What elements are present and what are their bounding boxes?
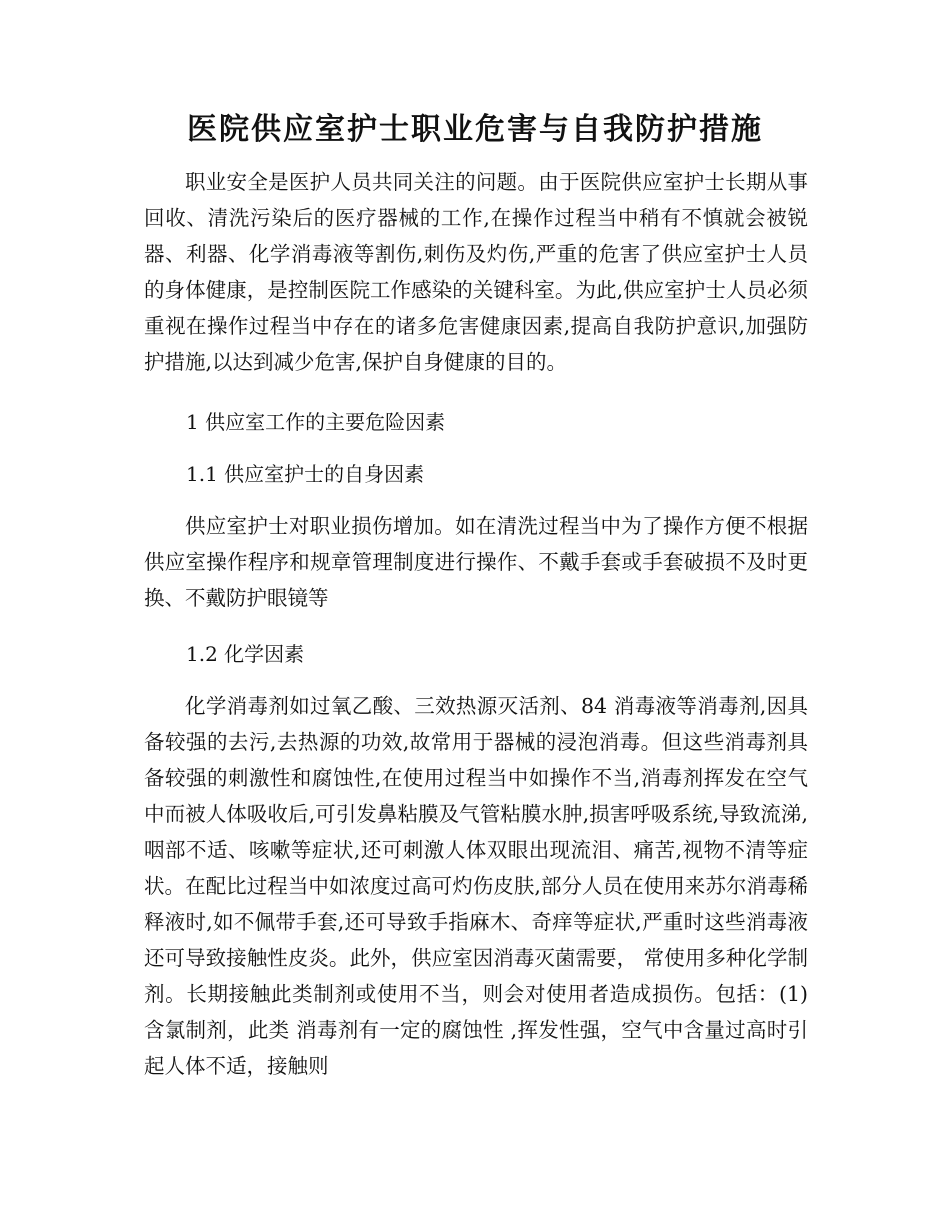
section-heading-1-1: 1.1 供应室护士的自身因素 xyxy=(186,462,425,486)
section-heading-1-2: 1.2 化学因素 xyxy=(186,642,305,666)
section-paragraph-1-2: 化学消毒剂如过氧乙酸、三效热源灭活剂、84 消毒液等消毒剂,因具备较强的去污,去热源的功效,故常用于器械的浸泡消毒。但这些消毒剂具备较强的刺激性和腐蚀性,在使用过程当中如操作不当,消毒剂挥发在空气中而被人体吸收后,可引发鼻粘膜及气管粘膜水肿,损害呼吸系统,导致流涕,咽部不适、咳嗽等症状,还可刺激人体双眼出现流泪、痛苦,视物不清等症状。在配比过程当中如浓度过高可灼伤皮肤,部分人员在使用来苏尔消毒稀释液时,如不佩带手套,还可导致手指麻木、奇痒等症状,严重时这些消毒液还可导致接触性皮炎。此外，供应室因消毒灭菌需要， 常使用多种化学制剂。长期接触此类制剂或使用不当，则会对使用者造成损伤。包括：(1)含氯制剂，此类 消毒剂有一定的腐蚀性 ,挥发性强，空气中含量过高时引起人体不适，接触则 xyxy=(144,694,808,1078)
section-heading-1: 1 供应室工作的主要危险因素 xyxy=(186,410,446,434)
document-title: 医院供应室护士职业危害与自我防护措施 xyxy=(187,112,763,147)
section-paragraph-1-1: 供应室护士对职业损伤增加。如在清洗过程当中为了操作方便不根据供应室操作程序和规章管理制度进行操作、不戴手套或手套破损不及时更换、不戴防护眼镜等 xyxy=(144,514,808,610)
intro-paragraph: 职业安全是医护人员共同关注的问题。由于医院供应室护士长期从事回收、清洗污染后的医疗器械的工作,在操作过程当中稍有不慎就会被锐器、利器、化学消毒液等割伤,刺伤及灼伤,严重的危害了供应室护士人员的身体健康，是控制医院工作感染的关键科室。为此,供应室护士人员必须重视在操作过程当中存在的诸多危害健康因素,提高自我防护意识,加强防护措施,以达到减少危害,保护自身健康的目的。 xyxy=(144,170,808,374)
